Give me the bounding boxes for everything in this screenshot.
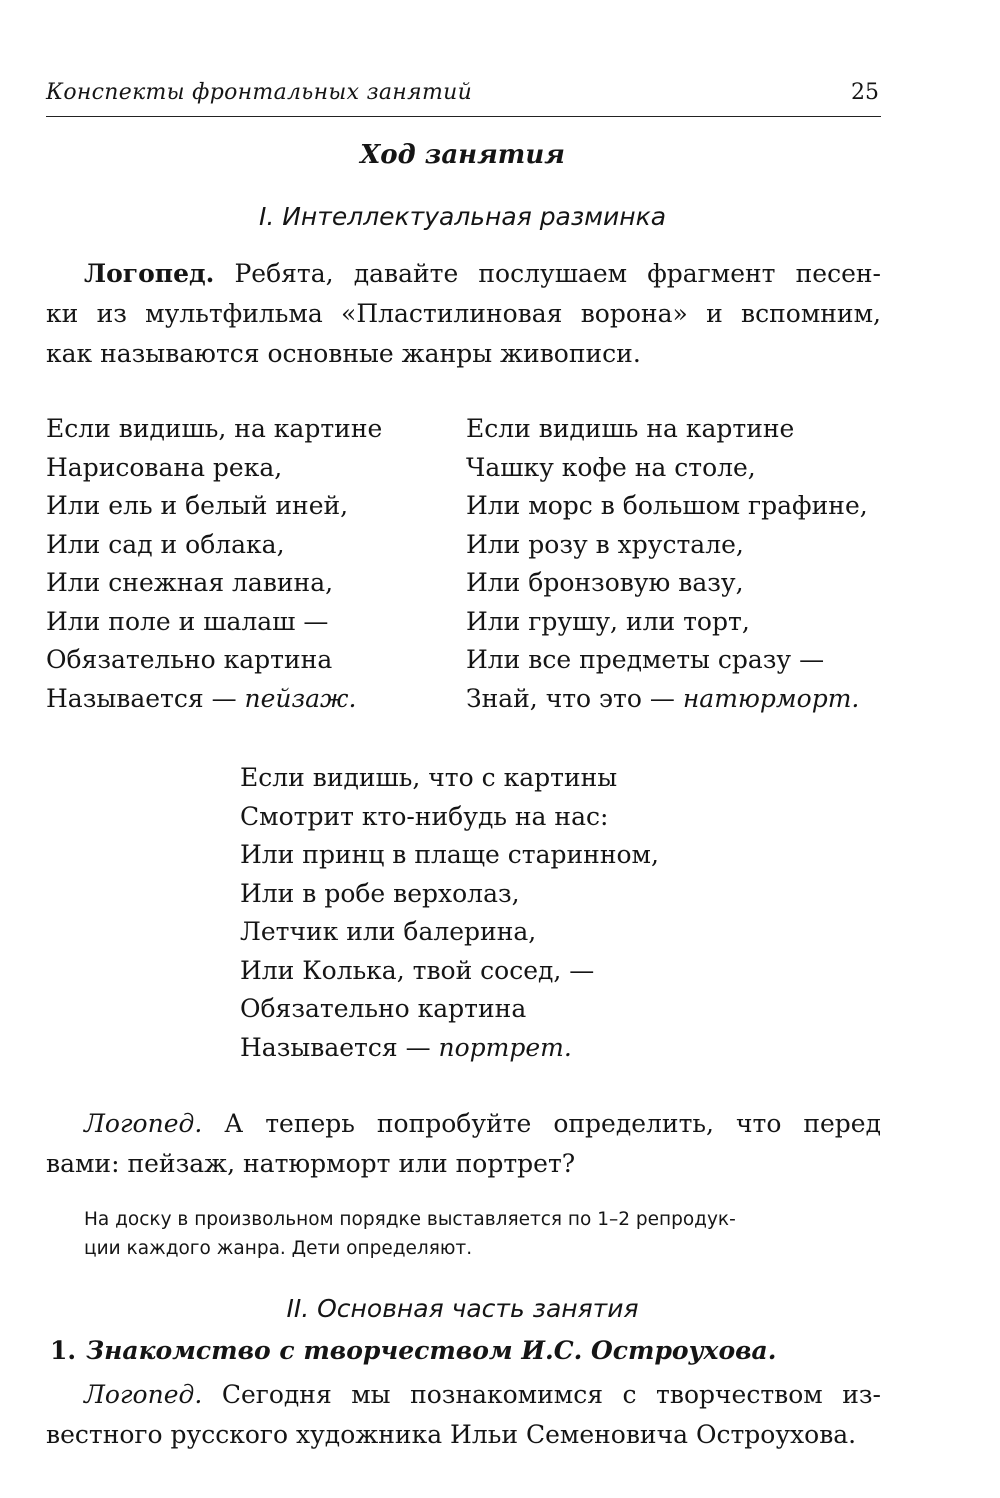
poem-line: Или морс в большом графине, (466, 491, 868, 520)
poem-last-prefix: Называется — (240, 1032, 439, 1062)
speech-text-1: Сегодня мы познакомимся с творчеством из- (202, 1380, 881, 1409)
speech-paragraph (46, 1375, 881, 1455)
poem-line: Летчик или балерина, (240, 917, 537, 946)
speaker-label: Логопед. (84, 259, 215, 288)
poem-line: Или грушу, или торт, (466, 606, 750, 636)
poem-line: Нарисована река, (46, 452, 283, 482)
poem-line: Если видишь на картине (466, 414, 795, 443)
genre-term: портрет. (438, 1032, 572, 1062)
task-paragraph (46, 1104, 881, 1184)
poem-line: Или Колька, твой сосед, — (240, 955, 595, 985)
section-title: Ход занятия (360, 140, 565, 170)
poem-line: Чашку кофе на столе, (466, 452, 756, 482)
item-number: 1. (50, 1336, 77, 1365)
poem-line: Или бронзовую вазу, (466, 568, 744, 597)
poem-line: Обязательно картина (46, 645, 333, 674)
task-line-1 (46, 1104, 881, 1144)
part1-heading: I. Интеллектуальная разминка (258, 202, 667, 231)
poem-line: Смотрит кто-нибудь на нас: (240, 801, 609, 831)
poem-line: Если видишь, на картине (46, 414, 383, 443)
poem-landscape (46, 410, 382, 718)
intro-paragraph (46, 254, 881, 374)
poem-line: Или сад и облака, (46, 529, 285, 559)
part2-heading: II. Основная часть занятия (286, 1294, 639, 1323)
stage-direction-note (84, 1205, 884, 1263)
task-text-1: А теперь попробуйте определить, что перед (202, 1109, 881, 1138)
poem-line: Или в робе верхолаз, (240, 878, 520, 908)
poem-line-last (240, 1029, 659, 1068)
poem-last-prefix: Знай, что это — (466, 683, 683, 713)
page-number: 25 (851, 80, 879, 105)
poem-line: Или поле и шалаш — (46, 606, 329, 636)
poem-line: Или все предметы сразу — (466, 645, 825, 674)
intro-line-1 (46, 254, 881, 294)
poem-portrait (240, 759, 659, 1067)
note-line-1: На доску в произвольном порядке выставляется по 1–2 репродук- (84, 1209, 736, 1230)
poem-line: Или снежная лавина, (46, 568, 334, 597)
item-heading (50, 1336, 776, 1365)
poem-last-prefix: Называется — (46, 683, 245, 713)
intro-line-3: как называются основные жанры живописи. (46, 339, 641, 368)
note-line-2: ции каждого жанра. Дети определяют. (84, 1238, 473, 1259)
poem-line: Или розу в хрустале, (466, 529, 744, 559)
item-title: Знакомство с творчеством И.С. Остроухова. (86, 1336, 777, 1365)
intro-text-1: Ребята, давайте послушаем фрагмент песен- (214, 259, 881, 288)
genre-term: натюрморт. (682, 683, 860, 713)
speaker-label: Логопед. (84, 1380, 203, 1409)
intro-line-2: ки из мультфильма «Пластилиновая ворона» и вспомним, (46, 299, 881, 328)
poem-line: Обязательно картина (240, 994, 527, 1023)
poem-line-last (466, 680, 868, 719)
poem-line-last (46, 680, 382, 719)
poem-line: Или ель и белый иней, (46, 491, 349, 520)
poem-still-life (466, 410, 868, 718)
speech-line-1 (46, 1375, 881, 1415)
poem-line: Или принц в плаще старинном, (240, 840, 659, 869)
speech-line-2: вестного русского художника Ильи Семеновича Остроухова. (46, 1420, 857, 1449)
genre-term: пейзаж. (244, 683, 357, 713)
running-header (46, 80, 881, 117)
poem-line: Если видишь, что с картины (240, 763, 618, 792)
task-line-2: вами: пейзаж, натюрморт или портрет? (46, 1149, 576, 1178)
speaker-label: Логопед. (84, 1109, 203, 1138)
running-title: Конспекты фронтальных занятий (46, 80, 473, 105)
